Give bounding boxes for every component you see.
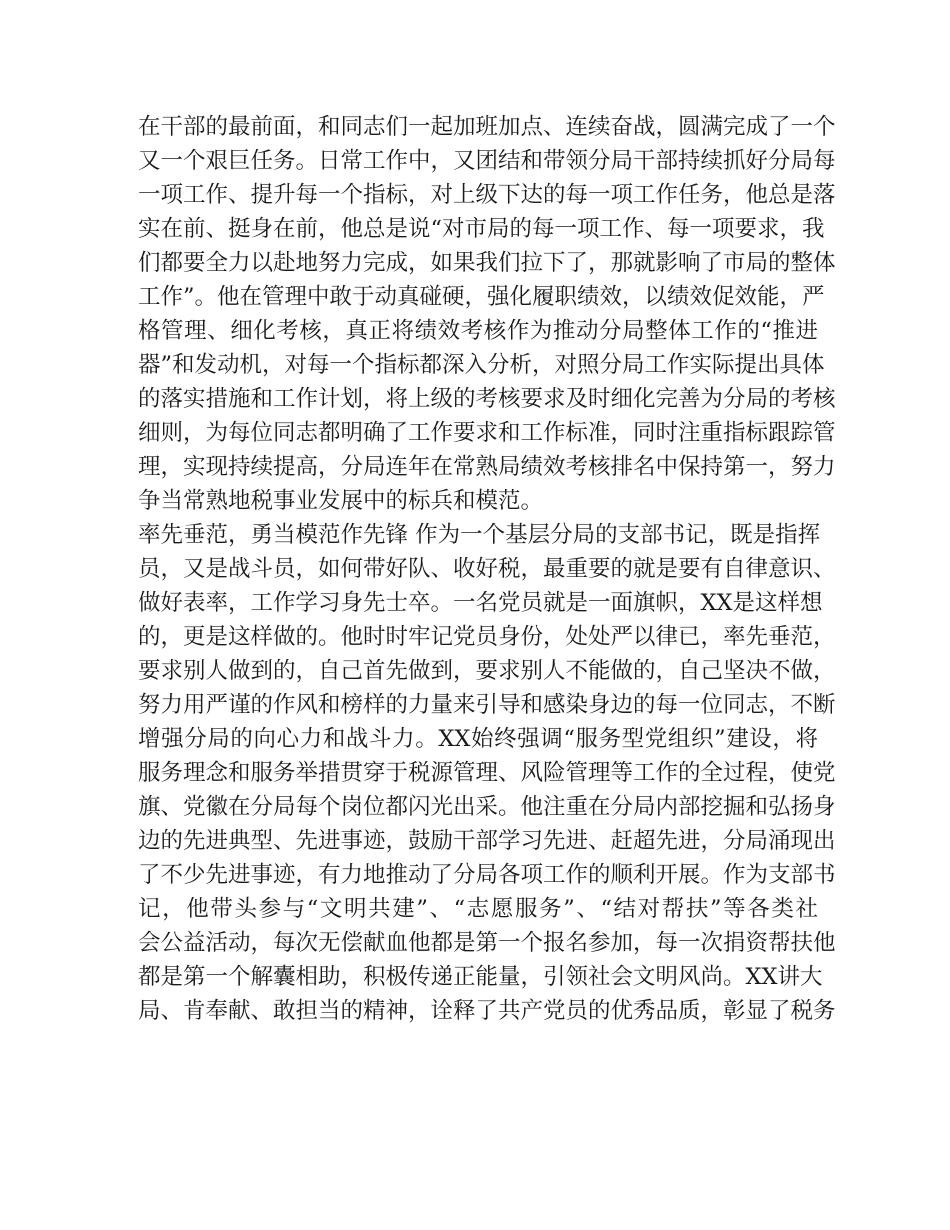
text-line: 服务理念和服务举措贯穿于税源管理、风险管理等工作的全过程，使党: [138, 760, 836, 786]
text-line: 一项工作、提升每一个指标，对上级下达的每一项工作任务，他总是落: [138, 182, 836, 208]
document-body: [138, 110, 836, 1028]
text-line: 率先垂范，勇当模范作先锋 作为一个基层分局的支部书记，既是指挥: [138, 522, 821, 548]
text-line: 旗、党徽在分局每个岗位都闪光出采。他注重在分局内部挖掘和弘扬身: [138, 794, 836, 820]
text-line: 理，实现持续提高，分局连年在常熟局绩效考核排名中保持第一，努力: [138, 454, 836, 480]
text-line: 局、肯奉献、敢担当的精神，诠释了共产党员的优秀品质，彰显了税务: [138, 998, 836, 1024]
text-line: 工作”。他在管理中敢于动真碰硬，强化履职绩效，以绩效促效能，严: [138, 284, 825, 310]
text-line: 又一个艰巨任务。日常工作中，又团结和带领分局干部持续抓好分局每: [138, 148, 836, 174]
text-line: 员，又是战斗员，如何带好队、收好税，最重要的就是要有自律意识、: [138, 556, 836, 582]
text-line: 器”和发动机，对每一个指标都深入分析，对照分局工作实际提出具体: [138, 352, 825, 378]
text-line: 会公益活动，每次无偿献血他都是第一个报名参加，每一次捐资帮扶他: [138, 930, 836, 956]
text-line: 做好表率，工作学习身先士卒。一名党员就是一面旗帜，XX是这样想: [138, 590, 823, 616]
text-line: 在干部的最前面，和同志们一起加班加点、连续奋战，圆满完成了一个: [138, 114, 836, 140]
text-line: 了不少先进事迹，有力地推动了分局各项工作的顺利开展。作为支部书: [138, 862, 836, 888]
text-line: 的落实措施和工作计划，将上级的考核要求及时细化完善为分局的考核: [138, 386, 836, 412]
text-line: 增强分局的向心力和战斗力。XX始终强调“服务型党组织”建设，将: [138, 726, 818, 752]
text-line: 努力用严谨的作风和榜样的力量来引导和感染身边的每一位同志，不断: [138, 692, 836, 718]
text-line: 要求别人做到的，自己首先做到，要求别人不能做的，自己坚决不做，: [138, 658, 836, 684]
text-line: 都是第一个解囊相助，积极传递正能量，引领社会文明风尚。XX讲大: [138, 964, 823, 990]
text-line: 格管理、细化考核，真正将绩效考核作为推动分局整体工作的“推进: [138, 318, 818, 344]
text-line: 争当常熟地税事业发展中的标兵和模范。: [138, 488, 544, 514]
text-line: 边的先进典型、先进事迹，鼓励干部学习先进、赶超先进，分局涌现出: [138, 828, 836, 854]
text-line: 细则，为每位同志都明确了工作要求和工作标准，同时注重指标跟踪管: [138, 420, 836, 446]
text-line: 的，更是这样做的。他时时牢记党员身份，处处严以律已，率先垂范，: [138, 624, 836, 650]
text-line: 记，他带头参与“文明共建”、“志愿服务”、“结对帮扶”等各类社: [138, 896, 818, 922]
text-line: 们都要全力以赴地努力完成，如果我们拉下了，那就影响了市局的整体: [138, 250, 836, 276]
text-line: 实在前、挺身在前，他总是说“对市局的每一项工作、每一项要求，我: [138, 216, 825, 242]
